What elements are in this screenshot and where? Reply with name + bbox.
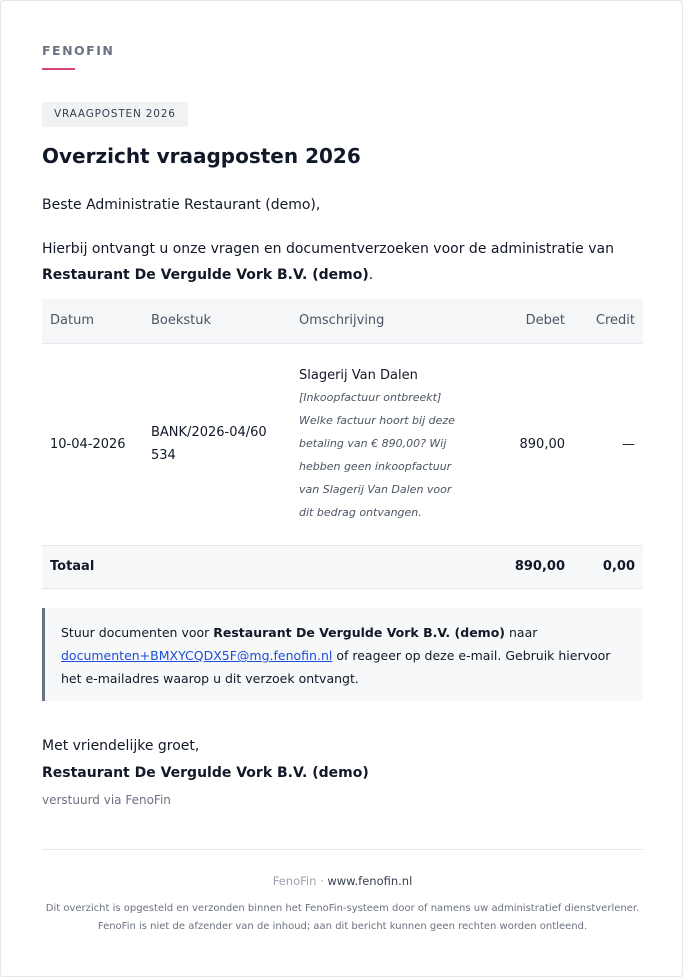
row-credit: — [622,436,635,452]
questions-table [42,299,643,589]
closing-company: Restaurant De Vergulde Vork B.V. (demo) [42,765,369,781]
row-desc-note: [Inkoopfactuur ontbreekt] Welke factuur hoort bij deze betaling van € 890,00? Wij hebben geen inkoopfactuur van Slagerij Van Dalen voor dit bedrag ontvangen. [299,391,455,519]
row-date: 10-04-2026 [50,436,126,452]
documents-notice [42,608,643,701]
footer-brand-name: FenoFin [272,874,317,888]
header-debit: Debet [525,313,565,329]
header-doc: Boekstuk [151,313,212,329]
notice-company: Restaurant De Vergulde Vork B.V. (demo) [213,625,506,640]
email-link[interactable]: documenten+BMXYCQDX5F@mg.fenofin.nl [61,648,333,663]
notice-text-3: of reageer op deze e-mail. Gebruik hiervoor het e-mailadres waarop u dit verzoek ontvangt. [61,648,611,686]
total-label: Totaal [50,559,95,574]
row-desc-title: Slagerij Van Dalen [299,368,418,383]
row-debit: 890,00 [519,436,565,452]
table-header-row [42,299,643,343]
brand-accent-line [42,68,75,70]
intro-company: Restaurant De Vergulde Vork B.V. (demo) [42,267,369,283]
header-date: Datum [50,313,94,329]
greeting: Beste Administratie Restaurant (demo), [42,197,321,213]
disclaimer-line-1: Dit overzicht is opgesteld en verzonden binnen het FenoFin-systeem door of namens uw administratief dienstverlener. [45,903,640,914]
intro-text: Hierbij ontvangt u onze vragen en documentverzoeken voor de administratie van [42,241,614,257]
page-title: Overzicht vraagposten 2026 [42,144,361,168]
total-debit: 890,00 [514,559,565,574]
footer-brand [42,874,643,888]
header-desc: Omschrijving [299,313,385,329]
notice-text-2: naar [509,625,538,640]
intro-end: . [368,267,374,283]
footer-separator: · [316,874,328,888]
row-desc [291,343,477,545]
brand-name: FENOFIN [42,43,115,58]
disclaimer-line-2: FenoFin is niet de afzender van de inhoud; aan dit bericht kunnen geen rechten worden ontleend. [97,921,588,932]
category-tag: VRAAGPOSTEN 2026 [42,102,188,127]
notice-text-1: Stuur documenten voor [61,625,210,640]
row-doc: BANK/2026-04/60534 [151,425,267,463]
intro-paragraph [42,236,643,288]
table-row [42,343,643,545]
header-credit: Credit [595,313,635,329]
footer-site-link[interactable]: www.fenofin.nl [327,874,413,888]
total-row [42,545,643,588]
footer-disclaimer [42,900,643,936]
footer-divider [42,849,643,850]
sent-via: verstuurd via FenoFin [42,793,171,807]
closing-regards: Met vriendelijke groet, [42,738,200,754]
total-credit: 0,00 [602,559,635,574]
